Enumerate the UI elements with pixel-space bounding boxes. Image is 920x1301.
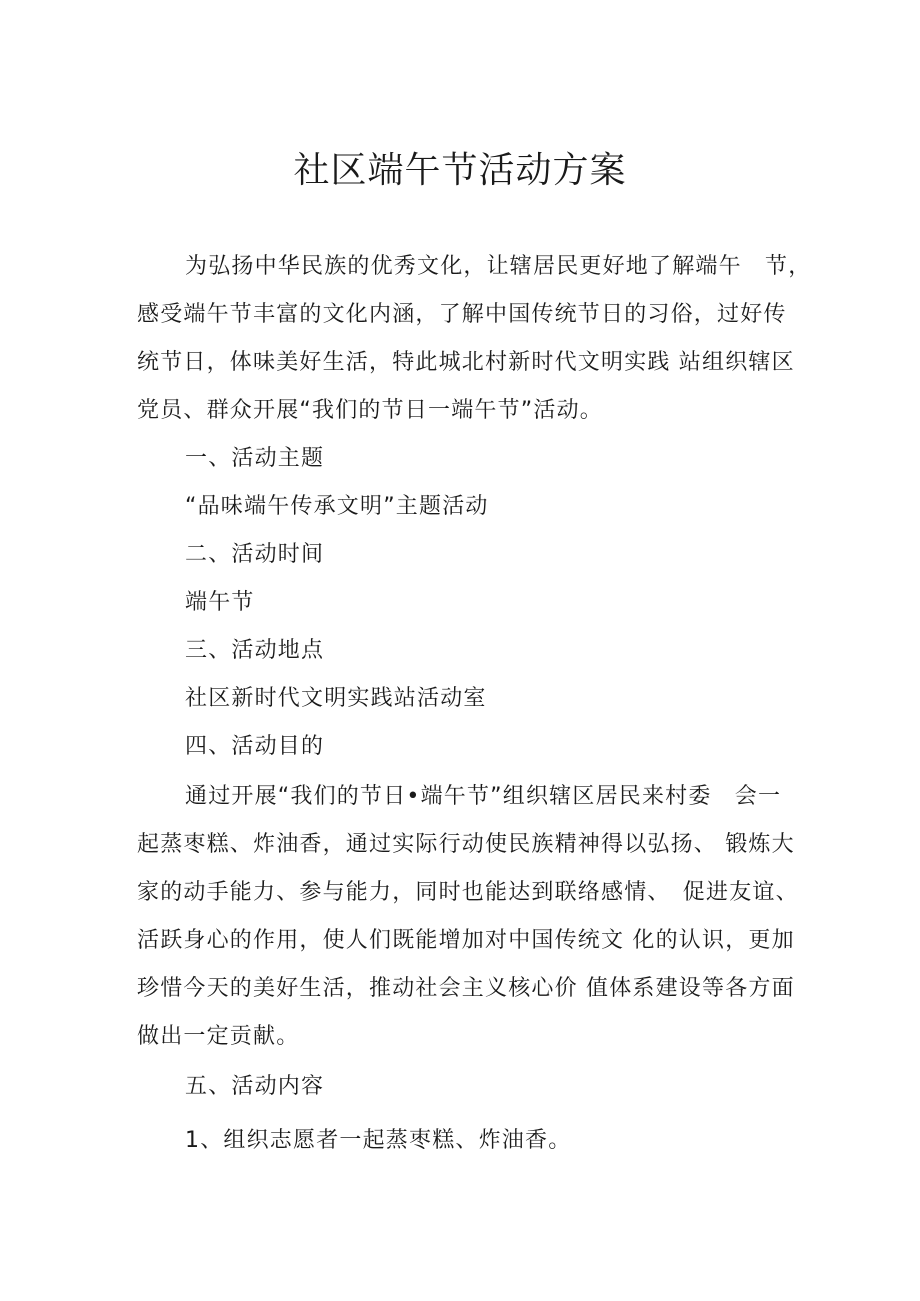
section-body-time: 端午节 bbox=[185, 590, 255, 615]
purpose-line-1: 通过开展“我们的节日•端午节”组织辖区居民来村委 会一 bbox=[185, 784, 782, 809]
purpose-line-4: 活跃身心的作用，使人们既能增加对中国传统文 化的认识，更加 bbox=[137, 928, 795, 953]
section-heading-time: 二、活动时间 bbox=[185, 542, 325, 567]
purpose-line-2: 起蒸枣糕、炸油香，通过实际行动使民族精神得以弘扬、 锻炼大 bbox=[137, 832, 795, 857]
section-heading-location: 三、活动地点 bbox=[185, 638, 325, 663]
intro-line-3: 统节日，体味美好生活，特此城北村新时代文明实践 站组织辖区 bbox=[137, 350, 795, 375]
content-item-1: 1、组织志愿者一起蒸枣糕、炸油香。 bbox=[185, 1128, 572, 1153]
section-body-theme: “品味端午传承文明”主题活动 bbox=[185, 494, 489, 519]
section-body-location: 社区新时代文明实践站活动室 bbox=[185, 686, 487, 711]
section-heading-content: 五、活动内容 bbox=[185, 1074, 325, 1099]
purpose-line-5: 珍惜今天的美好生活，推动社会主义核心价 值体系建设等各方面 bbox=[137, 976, 795, 1001]
purpose-line-3: 家的动手能力、参与能力，同时也能达到联络感情、 促进友谊、 bbox=[137, 880, 799, 905]
document-title: 社区端午节活动方案 bbox=[293, 150, 627, 191]
section-heading-theme: 一、活动主题 bbox=[185, 446, 325, 471]
intro-line-2: 感受端午节丰富的文化内涵，了解中国传统节日的习俗，过好传 bbox=[137, 302, 787, 327]
section-heading-purpose: 四、活动目的 bbox=[185, 734, 325, 759]
intro-line-4: 党员、群众开展“我们的节日一端午节”活动。 bbox=[137, 398, 603, 423]
purpose-line-6: 做出一定贡献。 bbox=[137, 1024, 300, 1049]
intro-line-1: 为弘扬中华民族的优秀文化，让辖居民更好地了解端午 节， bbox=[185, 254, 812, 279]
